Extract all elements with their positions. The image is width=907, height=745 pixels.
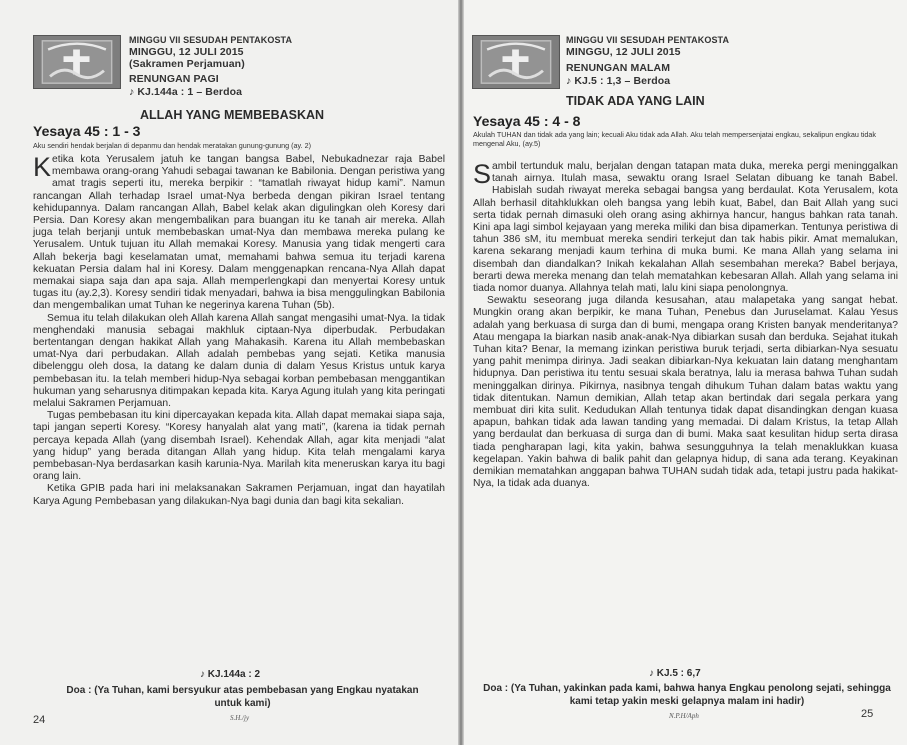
- closing-prayer: Doa : (Ya Tuhan, yakinkan pada kami, bahwa hanya Engkau penolong sejati, sehingga kami tetap yakin meski gelapnya malam ini hadir): [483, 683, 891, 707]
- week-label: MINGGU VII SESUDAH PENTAKOSTA: [129, 35, 293, 45]
- paragraph: Ketika kota Yerusalem jatuh ke tangan bangsa Babel, Nebukadnezar raja Babel membawa orang-orang Yahudi sebagai tawanan ke Babilonia. Dengan peristiwa yang amat tragis seperti itu, mereka berpikir : “tamatlah riwayat hidup kami”. Namun rancangan Allah terhadap Israel umat-Nya berbeda dengan pikiran Israel tentang kehidupannya. Dalam rancangan Allah, Babel kelak akan digulingkan oleh Koresy dari Persia. Dan Koresy akan mengembalikan para buangan itu ke tanah air mereka. Allah juga telah berjanji untuk membebaskan umat-Nya dan membawa mereka pulang ke Yerusalem. Untuk tujuan itu Allah memakai Koresy. Manusia yang tidak mengerti cara Allah bekerja bagi keselamatan umat, memahami bahwa semua itu terjadi karena kekuatan Persia dalam hal ini Koresy. Dalam menggenapkan rencana-Nya Allah dapat memakai siapa saja dan apa saja. Allah memperlengkapi dan menyertai Koresy untuk tugas itu (ay.2,3). Koresy sendiri tidak menyadari, bahwa ia bisa menggulingkan Babilonia dan mengembalikan umat Tuhan ke negerinya karena Tuhan (5b).: [33, 152, 445, 312]
- paragraph: Semua itu telah dilakukan oleh Allah karena Allah sangat mengasihi umat-Nya. Ia tidak menghendaki manusia sebagai makhluk ciptaan-Nya diperbudak. Perbudakan bertentangan dengan hakikat Allah yang Mahakasih. Karena itu Allah membebaskan umat-Nya dari perbudakan. Allah adalah pembebas yang sejati. Ketika manusia dibelenggu oleh dosa, Ia datang ke dalam dunia di dalam Yesus Kristus untuk karya pembebasan itu. Ia telah memberi hidup-Nya sebagai korban pembebasan menggantikan hukuman yang seharusnya ditimpakan kepada kita. Karya Agung itulah yang kita peringati melalui Sakramen Perjamuan.: [33, 312, 445, 410]
- key-verse: Akulah TUHAN dan tidak ada yang lain; kecuali Aku tidak ada Allah. Aku telah mempersenjatai engkau, sekalipun engkau tidak mengenal Aku, (ay.5): [473, 130, 877, 148]
- paragraph: Tugas pembebasan itu kini dipercayakan kepada kita. Allah dapat memakai siapa saja, tapi jangan seperti Koresy. “Koresy hanyalah alat yang mati”, (karena ia tidak pernah percaya kepada Allah (yang disembah Israel). Kehendak Allah, agar kita menjadi “alat yang hidup” yang berada ditangan Allah yang hidup. Kita telah mengalami karya pembebasan-Nya berdasarkan kasih karunia-Nya. Marilah kita meneruskan karya itu bagi orang lain.: [33, 410, 445, 483]
- opening-hymn: ♪ KJ.5 : 1,3 – Berdoa: [566, 75, 671, 87]
- left-header: [129, 34, 292, 98]
- page-number: 24: [33, 714, 46, 726]
- opening-hymn: ♪ KJ.144a : 1 – Berdoa: [129, 86, 243, 98]
- author-initials: N.P.H/Aph: [669, 712, 699, 720]
- page-number: 25: [861, 708, 874, 720]
- right-page: [464, 0, 907, 745]
- paragraph: Ketika GPIB pada hari ini melaksanakan Sakramen Perjamuan, ingat dan hayatilah Karya Agung Pembebasan yang dilakukan-Nya bagi dunia dan bagi kita sekalian.: [33, 483, 445, 507]
- closing-hymn: ♪ KJ.5 : 6,7: [649, 668, 701, 679]
- date-label: MINGGU, 12 JULI 2015: [129, 46, 244, 58]
- week-label: MINGGU VII SESUDAH PENTAKOSTA: [566, 35, 730, 45]
- drop-cap: K: [33, 152, 52, 182]
- session-label: RENUNGAN PAGI: [129, 73, 219, 85]
- church-logo-icon: [34, 36, 120, 88]
- devotion-title: ALLAH YANG MEMBEBASKAN: [140, 108, 325, 122]
- church-logo-icon: [473, 36, 559, 88]
- church-logo: [33, 35, 121, 89]
- right-header: [566, 34, 729, 87]
- devotion-body: [33, 154, 445, 508]
- devotion-title: TIDAK ADA YANG LAIN: [566, 94, 705, 108]
- author-initials: S.H./jy: [230, 714, 250, 722]
- date-label: MINGGU, 12 JULI 2015: [566, 46, 681, 58]
- scripture-reference: Yesaya 45 : 1 - 3: [33, 123, 141, 139]
- drop-cap: S: [473, 159, 492, 189]
- key-verse: Aku sendiri hendak berjalan di depanmu dan hendak meratakan gunung-gunung (ay. 2): [33, 141, 311, 150]
- scripture-reference: Yesaya 45 : 4 - 8: [473, 113, 581, 129]
- sacrament-note: (Sakramen Perjamuan): [129, 58, 245, 70]
- session-label: RENUNGAN MALAM: [566, 62, 671, 74]
- church-logo: [472, 35, 560, 89]
- paragraph: Sewaktu seseorang juga dilanda kesusahan, atau malapetaka yang sangat hebat. Mungkin orang akan berpikir, ke mana Tuhan, Penebus dan Juruselamat. Kalau Yesus adalah yang berkuasa di surga dan di bumi, mengapa orang Kristen banyak menderitanya? Atau mengapa Ia biarkan nasib anak-anak-Nya dibiarkan susah dan berduka. Sejahat itukah Tuhan kita? Benar, Ia memang izinkan peristiwa buruk terjadi, serta dibiarkan-Nya sesuatu yang pahit menimpa dirinya. Jadi seakan dibiarkan-Nya kekuatan lain datang menghantam hidupnya. Dan peristiwa itu tentu sesuai skala beratnya, lalu ia merasa bahwa Tuhan sudah meninggalkan dirinya. Pikirnya, nasibnya tengah dihukum Tuhan dalam batas waktu yang tidak ditentukan. Namun demikian, Allah tetap akan bertindak dari segala perkara yang membuat diri kita sulit. Kedudukan Allah tentunya tidak dapat disandingkan dengan kuasa apapun, bahkan tidak ada lawan tanding yang memadai. Di dalam Kristus, Ia tetap Allah yang berdaulat dan berkuasa di surga dan di bumi. Maka saat kesulitan hidup serta dirasa tiada pengharapan lagi, kita yakin, bahwa sesungguhnya Ia telah menaklukkan kuasa kegelapan. Yakin bahwa di balik pahit dan gelapnya hidup, di sana ada terang. Keyakinan demikian mematahkan anggapan bahwa TUHAN sudah tidak ada, tetapi justru pada hakikat-Nya, Ia tidak ada duanya.: [473, 295, 898, 490]
- closing-hymn: ♪ KJ.144a : 2: [200, 669, 261, 680]
- closing-prayer: Doa : (Ya Tuhan, kami bersyukur atas pembebasan yang Engkau nyatakan untuk kami): [66, 685, 419, 709]
- devotion-body: [473, 161, 898, 490]
- paragraph: Sambil tertunduk malu, berjalan dengan tatapan mata duka, mereka pergi meninggalkan tanah airnya. Itulah masa, sewaktu orang Israel Selatan dibuang ke tanah Babel. Habislah sudah riwayat mereka sebagai bangsa yang berdaulat. Kota Yerusalem, kota Allah berhasil ditahklukkan oleh bangsa yang lebih kuat, Babel, dan Bait Allah yang suci serta tidak pernah dimasuki oleh orang asing akhirnya hancur, hangus bahkan rata tanah. Kini apa lagi simbol kejayaan yang mereka miliki dan bisa dipamerkan. Tentunya peristiwa di tahun 386 sM, itu membuat mereka sendiri terkejut dan tak habis pikir. Amat memalukan, karena sekarang menjadi kaum terhina di muka bumi. Ke mana Allah yang selama ini disembah dan diandalkan? Inikah kekalahan Allah sesembahan mereka? Babel berjaya, berarti dewa mereka menang dan telah mematahkan kebesaran Allah. Allah yang selama ini tiada nomor duanya. Allahnya telah mati, lalu kini siapa penolongnya.: [473, 159, 898, 295]
